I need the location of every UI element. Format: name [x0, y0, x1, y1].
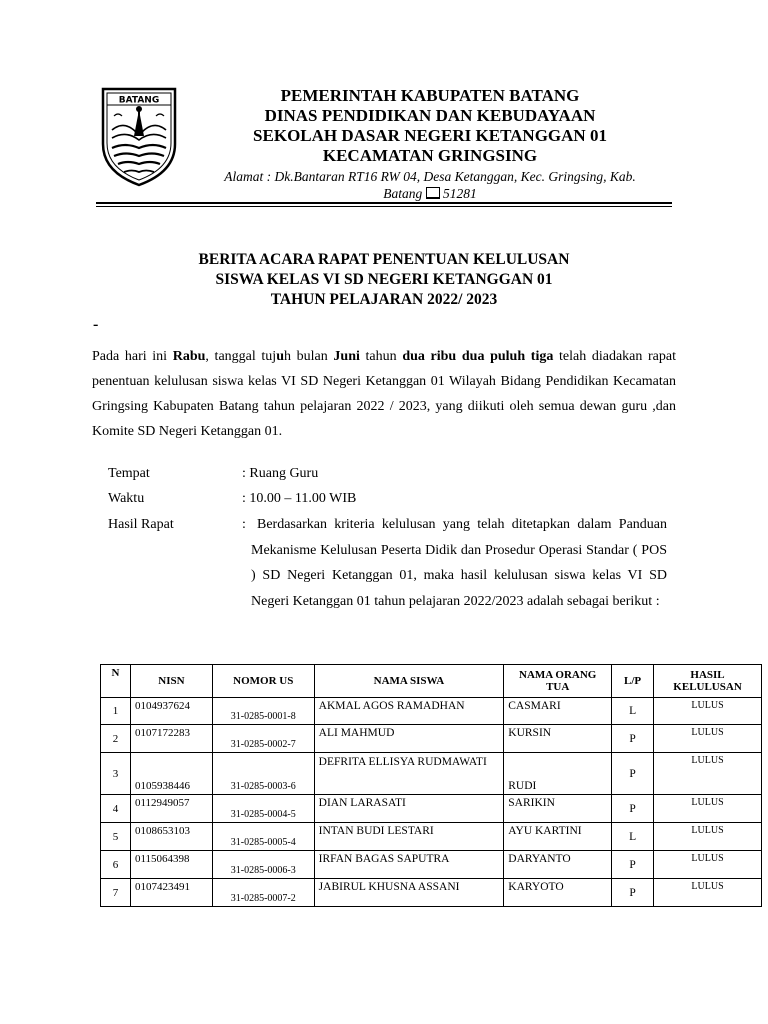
postal-code: 51281 [443, 186, 477, 201]
cell-hasil: LULUS [654, 879, 762, 907]
cell-nama-siswa: DIAN LARASATI [314, 795, 504, 823]
cell-lp: P [612, 851, 654, 879]
cell-hasil: LULUS [654, 698, 762, 725]
opening-paragraph [92, 344, 676, 444]
cell-nomor-us: 31-0285-0004-5 [212, 795, 314, 823]
para-month: Juni [333, 349, 360, 364]
cell-hasil: LULUS [654, 795, 762, 823]
cell-nomor-us: 31-0285-0006-3 [212, 851, 314, 879]
letterhead-divider-thin [96, 206, 672, 207]
government-name: PEMERINTAH KABUPATEN BATANG [280, 86, 580, 105]
cell-nama-orang-tua: CASMARI [504, 698, 612, 725]
tempat-label: Tempat [108, 466, 150, 481]
header-lp: L/P [612, 665, 654, 698]
school-name: SEKOLAH DASAR NEGERI KETANGGAN 01 [253, 126, 607, 145]
table-row [101, 879, 762, 907]
cell-nama-siswa: INTAN BUDI LESTARI [314, 823, 504, 851]
para-text: , tanggal tuj [205, 349, 277, 364]
cell-nisn: 0107423491 [130, 879, 212, 907]
batang-emblem-logo [100, 86, 178, 188]
cell-nisn: 0108653103 [130, 823, 212, 851]
cell-lp: P [612, 879, 654, 907]
cell-nama-orang-tua: DARYANTO [504, 851, 612, 879]
hasil-value: Berdasarkan kriteria kelulusan yang telah ditetapkan dalam Panduan Mekanisme Kelulusan Peserta Didik dan Prosedur Operasi Standar ( POS ) SD Negeri Ketanggan 01, maka hasil kelulusan siswa kelas VI SD Negeri Ketanggan 01 tahun pelajaran 2022/2023 adalah sebagai berikut : [251, 517, 667, 609]
cell-nisn: 0112949057 [130, 795, 212, 823]
hasil-colon: : [242, 517, 246, 532]
cell-nama-siswa: DEFRITA ELLISYA RUDMAWATI [314, 753, 504, 795]
cell-nama-siswa: AKMAL AGOS RAMADHAN [314, 698, 504, 725]
title-line-3: TAHUN PELAJARAN 2022/ 2023 [270, 291, 498, 308]
letterhead [190, 86, 670, 202]
header-nama-siswa: NAMA SISWA [314, 665, 504, 698]
table-row [101, 725, 762, 753]
cell-nama-orang-tua: AYU KARTINI [504, 823, 612, 851]
table-row [101, 851, 762, 879]
cell-nama-orang-tua: RUDI [504, 753, 612, 795]
cell-no: 7 [101, 879, 131, 907]
logo-lettering: BATANG [118, 95, 160, 106]
table-row [101, 698, 762, 725]
cell-lp: L [612, 698, 654, 725]
para-day: Rabu [172, 349, 206, 364]
hasil-label: Hasil Rapat [108, 517, 174, 532]
address-line-1: Alamat : Dk.Bantaran RT16 RW 04, Desa Ketanggan, Kec. Gringsing, Kab. [224, 169, 636, 184]
cell-lp: L [612, 823, 654, 851]
cell-lp: P [612, 795, 654, 823]
cell-hasil: LULUS [654, 753, 762, 795]
cell-nama-orang-tua: KURSIN [504, 725, 612, 753]
waktu-label: Waktu [108, 491, 145, 506]
dash-mark: - [93, 316, 99, 333]
tempat-value: : Ruang Guru [242, 466, 319, 481]
header-hasil-kelulusan: HASIL KELULUSAN [654, 665, 762, 698]
cell-no: 5 [101, 823, 131, 851]
header-nisn: NISN [130, 665, 212, 698]
cell-nisn: 0115064398 [130, 851, 212, 879]
address-city: Batang [383, 186, 423, 201]
title-line-1: BERITA ACARA RAPAT PENENTUAN KELULUSAN [198, 251, 570, 268]
letterhead-divider-thick [96, 202, 672, 204]
cell-nomor-us: 31-0285-0007-2 [212, 879, 314, 907]
cell-hasil: LULUS [654, 851, 762, 879]
cell-nomor-us: 31-0285-0002-7 [212, 725, 314, 753]
cell-hasil: LULUS [654, 725, 762, 753]
cell-nisn: 0104937624 [130, 698, 212, 725]
cell-nomor-us: 31-0285-0001-8 [212, 698, 314, 725]
cell-lp: P [612, 753, 654, 795]
department-name: DINAS PENDIDIKAN DAN KEBUDAYAAN [264, 106, 596, 125]
para-text: h bulan [284, 349, 334, 364]
cell-nama-orang-tua: KARYOTO [504, 879, 612, 907]
district-name: KECAMATAN GRINGSING [322, 146, 538, 165]
cell-no: 6 [101, 851, 131, 879]
cell-nama-siswa: JABIRUL KHUSNA ASSANI [314, 879, 504, 907]
title-line-2: SISWA KELAS VI SD NEGERI KETANGGAN 01 [215, 271, 553, 288]
postal-icon [426, 187, 440, 199]
waktu-value: : 10.00 – 11.00 WIB [242, 491, 357, 506]
cell-lp: P [612, 725, 654, 753]
table-row [101, 753, 762, 795]
cell-nisn: 0105938446 [130, 753, 212, 795]
para-text: telah diadakan rapat penentuan kelulusan siswa kelas VI SD Negeri Ketanggan 01 Wilayah Bidang Pendidikan Kecamatan Gringsing Kabupaten Batang tahun pelajaran 2022 / 2023, yang diikuti oleh semua dewan guru ,dan Komite SD Negeri Ketanggan 01. [92, 349, 677, 439]
cell-nama-siswa: IRFAN BAGAS SAPUTRA [314, 851, 504, 879]
cell-hasil: LULUS [654, 823, 762, 851]
cell-no: 1 [101, 698, 131, 725]
header-nomor-us: NOMOR US [212, 665, 314, 698]
header-nama-orang-tua: NAMA ORANG TUA [504, 665, 612, 698]
address-line-2 [190, 185, 670, 202]
table-row [101, 795, 762, 823]
document-title [96, 250, 672, 310]
para-text: Pada hari ini [92, 349, 173, 364]
cell-nama-orang-tua: SARIKIN [504, 795, 612, 823]
cell-nisn: 0107172283 [130, 725, 212, 753]
header-no: N [101, 665, 131, 698]
para-year: dua ribu dua puluh tiga [402, 349, 554, 364]
cell-no: 2 [101, 725, 131, 753]
table-header-row [101, 665, 762, 698]
cell-nomor-us: 31-0285-0005-4 [212, 823, 314, 851]
table-row [101, 823, 762, 851]
cell-nomor-us: 31-0285-0003-6 [212, 753, 314, 795]
para-text: tahun [359, 349, 403, 364]
cell-nama-siswa: ALI MAHMUD [314, 725, 504, 753]
graduation-results-table [100, 664, 762, 907]
cell-no: 4 [101, 795, 131, 823]
para-date-bold: u [276, 349, 284, 364]
cell-no: 3 [101, 753, 131, 795]
school-address [190, 168, 670, 202]
